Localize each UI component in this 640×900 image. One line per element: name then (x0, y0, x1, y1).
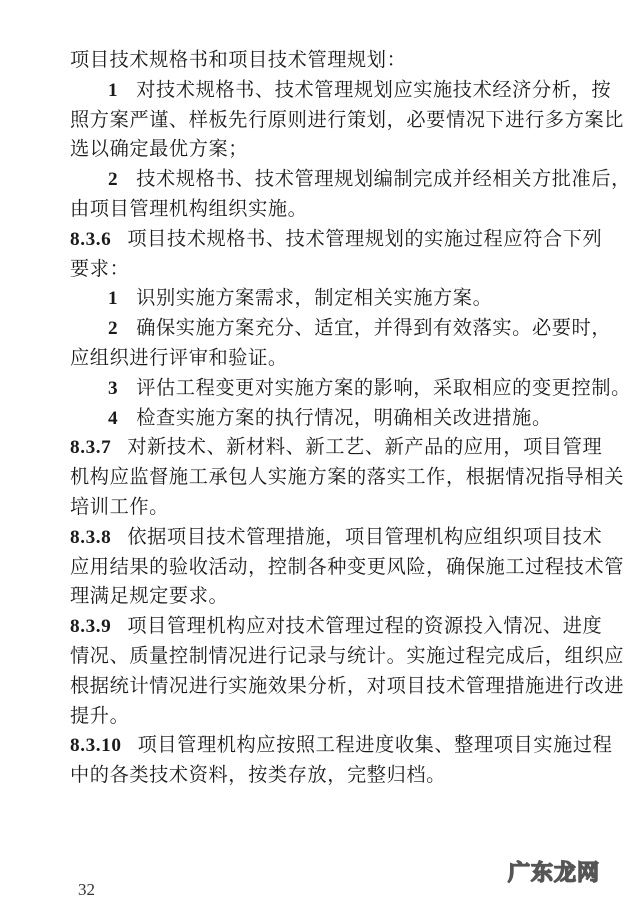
list-item-2: 2 技术规格书、技术管理规划编制完成并经相关方批准后， (108, 167, 631, 191)
clause-8-3-6-item-3: 3 评估工程变更对实施方案的影响，采取相应的变更控制。 (108, 375, 631, 399)
clause-8-3-9-cont: 情况、质量控制情况进行记录与统计。实施过程完成后，组织应 (70, 643, 625, 667)
list-item-1-cont: 照方案严谨、样板先行原则进行策划，必要情况下进行多方案比 (70, 107, 625, 131)
clause-8-3-10: 8.3.10 项目管理机构应按照工程进度收集、整理项目实施过程 (70, 733, 613, 757)
page-number: 32 (78, 880, 95, 899)
clause-8-3-6-item-4: 4 检查实施方案的执行情况，明确相关改进措施。 (108, 405, 552, 429)
list-item-2-cont: 由项目管理机构组织实施。 (70, 196, 308, 220)
clause-8-3-7: 8.3.7 对新技术、新材料、新工艺、新产品的应用，项目管理 (70, 435, 603, 459)
clause-8-3-7-cont: 培训工作。 (70, 494, 169, 518)
list-item-1-cont: 选以确定最优方案； (70, 137, 249, 161)
clause-8-3-6-item-2-cont: 应组织进行评审和验证。 (70, 345, 288, 369)
clause-8-3-9-cont: 提升。 (70, 703, 130, 727)
clause-8-3-6-item-1: 1 识别实施方案需求，制定相关实施方案。 (108, 286, 493, 310)
clause-8-3-6: 8.3.6 项目技术规格书、技术管理规划的实施过程应符合下列 (70, 226, 603, 250)
clause-8-3-6-cont: 要求： (70, 256, 130, 280)
clause-8-3-7-cont: 机构应监督施工承包人实施方案的落实工作，根据情况指导相关 (70, 465, 625, 489)
intro-line: 项目技术规格书和项目技术管理规划： (70, 48, 407, 71)
clause-8-3-9: 8.3.9 项目管理机构应对技术管理过程的资源投入情况、进度 (70, 614, 603, 638)
clause-8-3-10-cont: 中的各类技术资料，按类存放，完整归档。 (70, 763, 446, 787)
watermark-logo: 广东龙网 (508, 861, 601, 886)
clause-8-3-8: 8.3.8 依据项目技术管理措施，项目管理机构应组织项目技术 (70, 524, 603, 548)
clause-8-3-9-cont: 根据统计情况进行实施效果分析，对项目技术管理措施进行改进 (70, 673, 625, 697)
list-item-1: 1 对技术规格书、技术管理规划应实施技术经济分析，按 (108, 77, 612, 101)
document-body (70, 45, 631, 790)
clause-8-3-8-cont: 应用结果的验收活动，控制各种变更风险，确保施工过程技术管 (70, 554, 625, 578)
clause-8-3-8-cont: 理满足规定要求。 (70, 584, 229, 608)
clause-8-3-6-item-2: 2 确保实施方案充分、适宜，并得到有效落实。必要时， (108, 316, 612, 340)
